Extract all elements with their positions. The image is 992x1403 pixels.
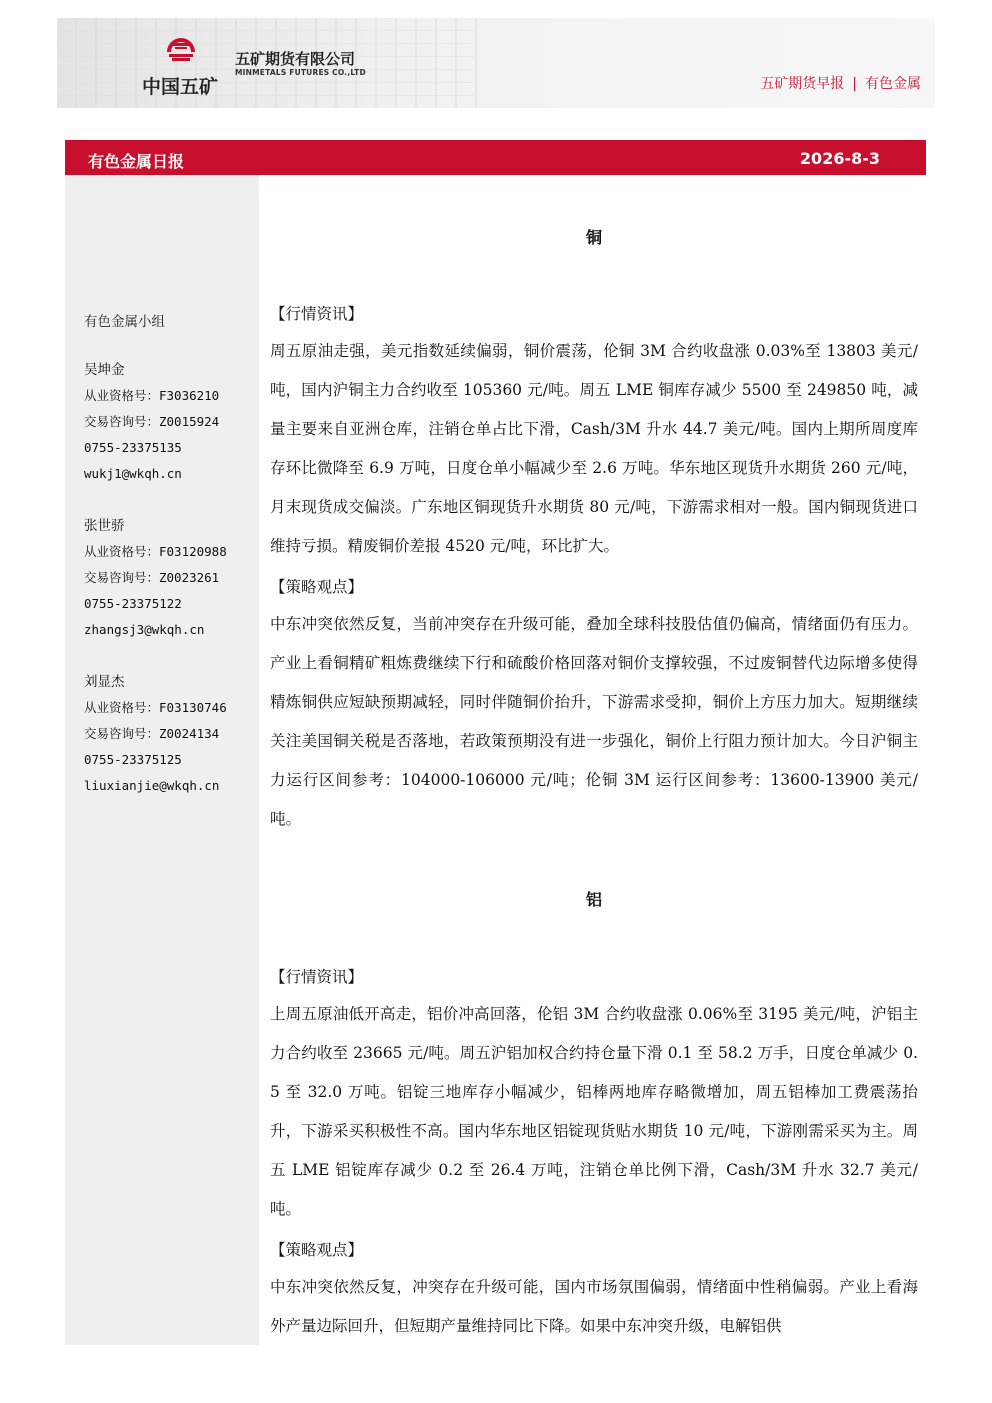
analyst-phone: 0755-23375135 bbox=[84, 440, 182, 455]
copper-news-heading: 【行情资讯】 bbox=[270, 305, 364, 323]
report-name: 五矿期货早报 bbox=[760, 76, 845, 92]
analyst-name: 刘显杰 bbox=[84, 674, 125, 690]
copper-section-title: 铜 bbox=[585, 228, 602, 247]
analyst-consult-number: 交易咨询号：Z0023261 bbox=[84, 570, 220, 585]
aluminum-strategy-heading: 【策略观点】 bbox=[270, 1241, 364, 1259]
analyst-phone: 0755-23375122 bbox=[84, 596, 182, 611]
report-header bbox=[57, 18, 935, 108]
title-bar bbox=[65, 140, 926, 175]
analyst-card bbox=[84, 669, 259, 799]
copper-strategy-heading: 【策略观点】 bbox=[270, 578, 364, 596]
analyst-consult-number: 交易咨询号：Z0024134 bbox=[84, 726, 220, 741]
logo-text: 中国五矿 bbox=[142, 76, 219, 98]
aluminum-section-title: 铝 bbox=[585, 890, 602, 909]
analyst-email: wukj1@wkqh.cn bbox=[84, 466, 182, 481]
analyst-qualification: 从业资格号：F03120988 bbox=[84, 544, 227, 559]
report-category: 有色金属 bbox=[865, 76, 921, 92]
analyst-phone: 0755-23375125 bbox=[84, 752, 182, 767]
analyst-sidebar bbox=[65, 175, 259, 1345]
header-report-label bbox=[760, 73, 921, 93]
company-name-cn: 五矿期货有限公司 bbox=[235, 50, 356, 68]
analyst-qualification: 从业资格号：F03130746 bbox=[84, 700, 227, 715]
analyst-name: 吴坤金 bbox=[84, 362, 125, 378]
analyst-email: zhangsj3@wkqh.cn bbox=[84, 622, 205, 637]
analyst-card bbox=[84, 357, 259, 487]
minmetals-emblem-icon bbox=[164, 32, 198, 62]
copper-news-paragraph: 周五原油走强，美元指数延续偏弱，铜价震荡，伦铜 3M 合约收盘涨 0.03%至 13803 美元/吨，国内沪铜主力合约收至 105360 元/吨。周五 LME 铜库存减少 5500 至 249850 吨，减量主要来自亚洲仓库，注销仓单占比下滑，Cash/3M 升水 44.7 美元/吨。国内上期所周度库存环比微降至 6.9 万吨，日度仓单小幅减少至 2.6 万吨。华东地区现货升水期货 260 元/吨，月末现货成交偏淡。广东地区铜现货升水期货 80 元/吨，下游需求相对一般。国内铜现货进口维持亏损。精废铜价差报 4520 元/吨，环比扩大。 bbox=[270, 342, 918, 555]
team-name: 有色金属小组 bbox=[84, 314, 165, 330]
report-title: 有色金属日报 bbox=[88, 152, 185, 171]
analyst-card bbox=[84, 513, 259, 643]
analyst-consult-number: 交易咨询号：Z0015924 bbox=[84, 414, 220, 429]
analyst-name: 张世骄 bbox=[84, 518, 125, 534]
aluminum-news-paragraph: 上周五原油低开高走，铝价冲高回落，伦铝 3M 合约收盘涨 0.06%至 3195 美元/吨，沪铝主力合约收至 23665 元/吨。周五沪铝加权合约持仓量下滑 0.1 至 58.2 万手，日度仓单减少 0.5 至 32.0 万吨。铝锭三地库存小幅减少，铝棒两地库存略微增加，周五铝棒加工费震荡抬升，下游采买积极性不高。国内华东地区铝锭现货贴水期货 10 元/吨，下游刚需采买为主。周五 LME 铝锭库存减少 0.2 至 26.4 万吨，注销仓单比例下滑，Cash/3M 升水 32.7 美元/吨。 bbox=[270, 1005, 918, 1218]
report-date: 2026-8-3 bbox=[799, 149, 880, 168]
aluminum-strategy-paragraph: 中东冲突依然反复，冲突存在升级可能，国内市场氛围偏弱，情绪面中性稍偏弱。产业上看海外产量边际回升，但短期产量维持同比下降。如果中东冲突升级，电解铝供 bbox=[270, 1278, 918, 1335]
aluminum-news-heading: 【行情资讯】 bbox=[270, 968, 364, 986]
header-separator: | bbox=[852, 76, 857, 92]
analyst-email: liuxianjie@wkqh.cn bbox=[84, 778, 220, 793]
analyst-qualification: 从业资格号：F3036210 bbox=[84, 388, 220, 403]
copper-strategy-paragraph: 中东冲突依然反复，当前冲突存在升级可能，叠加全球科技股估值仍偏高，情绪面仍有压力。产业上看铜精矿粗炼费继续下行和硫酸价格回落对铜价支撑较强，不过废铜替代边际增多使得精炼铜供应短缺预期减轻，同时伴随铜价抬升，下游需求受抑，铜价上方压力加大。短期继续关注美国铜关税是否落地，若政策预期没有进一步强化，铜价上行阻力预计加大。今日沪铜主力运行区间参考：104000-106000 元/吨；伦铜 3M 运行区间参考：13600-13900 美元/吨。 bbox=[270, 615, 918, 828]
company-name-en: MINMETALS FUTURES CO.,LTD bbox=[235, 68, 366, 77]
